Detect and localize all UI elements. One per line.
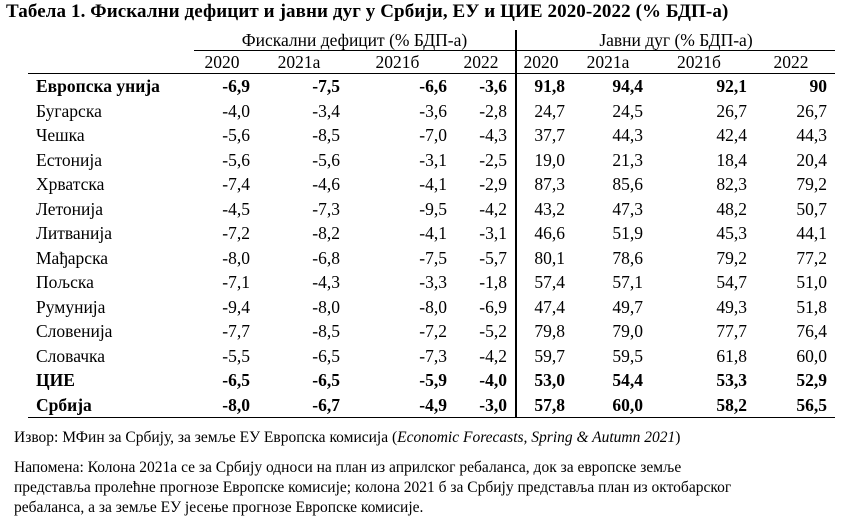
value-cell: -8,2 <box>312 223 340 244</box>
value-cell: -2,8 <box>455 99 516 124</box>
value-cell: -7,3 <box>312 198 340 219</box>
value-cell: -4,6 <box>312 174 340 195</box>
country-name: Пољска <box>36 272 94 293</box>
country-name: Бугарска <box>36 100 102 121</box>
value-cell: 60,0 <box>573 393 651 418</box>
table-row-eu <box>28 74 835 99</box>
value-cell: -3,1 <box>419 149 447 170</box>
value-cell: 45,3 <box>716 223 747 244</box>
table-row <box>28 148 835 173</box>
value-cell: 90 <box>809 76 827 97</box>
value-cell: 85,6 <box>612 174 643 195</box>
value-cell: 87,3 <box>534 174 565 195</box>
value-cell: 76,4 <box>796 321 827 342</box>
country-name: Мађарска <box>36 247 109 268</box>
value-cell: -6,5 <box>222 370 250 391</box>
value-cell: -5,2 <box>455 319 516 344</box>
value-cell: 58,2 <box>651 393 755 418</box>
table-row-cee <box>28 368 835 393</box>
value-cell: -8,0 <box>312 296 340 317</box>
table-body <box>28 74 835 418</box>
value-cell: 44,3 <box>612 125 643 146</box>
value-cell: 49,7 <box>612 296 643 317</box>
value-cell: -7,1 <box>222 272 250 293</box>
table-row <box>28 270 835 295</box>
value-cell: -3,4 <box>312 100 340 121</box>
value-cell: -8,5 <box>312 321 340 342</box>
value-cell: 77,7 <box>716 321 747 342</box>
value-cell: 57,1 <box>612 272 643 293</box>
country-name: Естонија <box>36 149 102 170</box>
value-cell: 43,2 <box>534 198 565 219</box>
value-cell: 79,8 <box>534 321 565 342</box>
value-cell: 57,4 <box>534 272 565 293</box>
footnote-line-1: Напомена: Колона 2021а се за Србију односи на план из априлског ребаланса, док за европске земље <box>14 459 682 476</box>
table-row <box>28 221 835 246</box>
value-cell: -2,5 <box>455 148 516 173</box>
value-cell: 61,8 <box>716 345 747 366</box>
country-name: Чешка <box>36 125 85 146</box>
value-cell: 48,2 <box>716 198 747 219</box>
value-cell: -7,5 <box>312 76 340 97</box>
footnote-line-2: представља пролећне прогнозе Европске комисије; колона 2021 б за Србију представља план из октобарског <box>14 479 732 496</box>
value-cell: -4,9 <box>348 393 455 418</box>
table-row <box>28 319 835 344</box>
year-header: 2020 <box>194 51 258 74</box>
value-cell: -9,5 <box>419 198 447 219</box>
value-cell: 46,6 <box>534 223 565 244</box>
value-cell: -3,3 <box>419 272 447 293</box>
value-cell: -5,6 <box>222 149 250 170</box>
value-cell: -6,9 <box>222 76 250 97</box>
value-cell: 53,3 <box>716 370 747 391</box>
value-cell: -2,9 <box>455 172 516 197</box>
value-cell: -8,0 <box>222 247 250 268</box>
value-cell: 59,7 <box>534 345 565 366</box>
table-row <box>28 295 835 320</box>
value-cell: -7,3 <box>419 345 447 366</box>
country-name: Европска унија <box>36 76 160 97</box>
country-name: Србија <box>28 393 194 418</box>
value-cell: 52,9 <box>796 370 827 391</box>
year-header: 2022 <box>455 51 516 74</box>
table-title: Табела 1. Фискални дефицит и јавни дуг у Србији, ЕУ и ЦИЕ 2020-2022 (% БДП-а) <box>6 1 729 22</box>
year-header: 2021а <box>573 51 651 74</box>
value-cell: -4,0 <box>455 368 516 393</box>
value-cell: 56,5 <box>755 393 835 418</box>
value-cell: -3,6 <box>419 100 447 121</box>
year-header: 2020 <box>516 51 573 74</box>
value-cell: -4,0 <box>222 100 250 121</box>
debt-group-header: Јавни дуг (% БДП-а) <box>516 30 835 51</box>
country-name: Румунија <box>36 296 106 317</box>
value-cell: 51,0 <box>796 272 827 293</box>
country-name: Словенија <box>36 321 113 342</box>
table-row <box>28 344 835 369</box>
value-cell: 91,8 <box>534 76 565 97</box>
value-cell: -7,4 <box>222 174 250 195</box>
value-cell: -8,0 <box>419 296 447 317</box>
value-cell: -6,6 <box>419 76 447 97</box>
value-cell: -6,5 <box>312 370 340 391</box>
country-name: ЦИЕ <box>36 370 75 391</box>
value-cell: -8,5 <box>312 125 340 146</box>
value-cell: -5,7 <box>455 246 516 271</box>
value-cell: 79,2 <box>796 174 827 195</box>
value-cell: -9,4 <box>222 296 250 317</box>
value-cell: 24,5 <box>612 100 643 121</box>
value-cell: 94,4 <box>612 76 643 97</box>
value-cell: -5,6 <box>312 149 340 170</box>
value-cell: -3,1 <box>455 221 516 246</box>
value-cell: -4,1 <box>419 223 447 244</box>
value-cell: -7,0 <box>419 125 447 146</box>
value-cell: -1,8 <box>455 270 516 295</box>
table-row <box>28 99 835 124</box>
value-cell: -6,5 <box>312 345 340 366</box>
value-cell: -6,9 <box>455 295 516 320</box>
value-cell: 60,0 <box>796 345 827 366</box>
country-name: Хрватска <box>36 174 105 195</box>
value-cell: -6,8 <box>312 247 340 268</box>
value-cell: 47,4 <box>534 296 565 317</box>
year-header: 2021б <box>651 51 755 74</box>
value-cell: 44,1 <box>796 223 827 244</box>
value-cell: 79,0 <box>612 321 643 342</box>
value-cell: -5,9 <box>419 370 447 391</box>
deficit-group-header: Фискални дефицит (% БДП-а) <box>194 30 516 51</box>
value-cell: -7,2 <box>419 321 447 342</box>
value-cell: 82,3 <box>716 174 747 195</box>
value-cell: 92,1 <box>716 76 747 97</box>
value-cell: 20,4 <box>796 149 827 170</box>
empty-header-cell <box>28 30 194 51</box>
value-cell: -3,0 <box>455 393 516 418</box>
value-cell: 19,0 <box>534 149 565 170</box>
value-cell: 79,2 <box>716 247 747 268</box>
table-row <box>28 246 835 271</box>
value-cell: 44,3 <box>796 125 827 146</box>
value-cell: 24,7 <box>534 100 565 121</box>
value-cell: -5,5 <box>222 345 250 366</box>
value-cell: 42,4 <box>716 125 747 146</box>
year-header: 2021а <box>258 51 348 74</box>
table-row <box>28 172 835 197</box>
value-cell: -7,2 <box>222 223 250 244</box>
value-cell: -4,2 <box>455 197 516 222</box>
value-cell: -4,5 <box>222 198 250 219</box>
table-row-serbia <box>28 393 835 418</box>
value-cell: -7,5 <box>419 247 447 268</box>
footnote-line-3: ребаланса, а за земље ЕУ јесење прогнозе Европске комисије. <box>14 499 424 516</box>
year-header: 2021б <box>348 51 455 74</box>
value-cell: -4,2 <box>455 344 516 369</box>
value-cell: 21,3 <box>612 149 643 170</box>
value-cell: -5,6 <box>222 125 250 146</box>
value-cell: -4,3 <box>312 272 340 293</box>
group-header-row <box>28 30 835 51</box>
value-cell: 51,8 <box>796 296 827 317</box>
value-cell: -4,3 <box>455 123 516 148</box>
source-publication: Economic Forecasts, Spring & Autumn 2021 <box>397 429 676 446</box>
value-cell: 77,2 <box>796 247 827 268</box>
value-cell: 37,7 <box>534 125 565 146</box>
country-name: Словачка <box>36 345 106 366</box>
table-row <box>28 123 835 148</box>
value-cell: 26,7 <box>716 100 747 121</box>
value-cell: -4,1 <box>419 174 447 195</box>
country-name: Литванија <box>36 223 113 244</box>
value-cell: 54,7 <box>716 272 747 293</box>
value-cell: -6,7 <box>258 393 348 418</box>
year-header-row <box>28 51 835 74</box>
year-header: 2022 <box>755 51 835 74</box>
value-cell: 50,7 <box>796 198 827 219</box>
value-cell: 26,7 <box>796 100 827 121</box>
value-cell: -3,6 <box>455 74 516 99</box>
value-cell: 47,3 <box>612 198 643 219</box>
source-suffix: ) <box>675 429 681 446</box>
value-cell: 59,5 <box>612 345 643 366</box>
table-row <box>28 197 835 222</box>
value-cell: 49,3 <box>716 296 747 317</box>
value-cell: 54,4 <box>612 370 643 391</box>
empty-year-cell <box>28 51 194 74</box>
value-cell: 78,6 <box>612 247 643 268</box>
source-note <box>14 427 680 448</box>
value-cell: 18,4 <box>716 149 747 170</box>
value-cell: 57,8 <box>516 393 573 418</box>
source-prefix: Извор: МФин за Србију, за земље ЕУ Европска комисија ( <box>14 429 398 446</box>
value-cell: -7,7 <box>222 321 250 342</box>
value-cell: 53,0 <box>534 370 565 391</box>
value-cell: -8,0 <box>194 393 258 418</box>
value-cell: 51,9 <box>612 223 643 244</box>
value-cell: 80,1 <box>534 247 565 268</box>
fiscal-table <box>28 30 835 418</box>
country-name: Летонија <box>36 198 104 219</box>
